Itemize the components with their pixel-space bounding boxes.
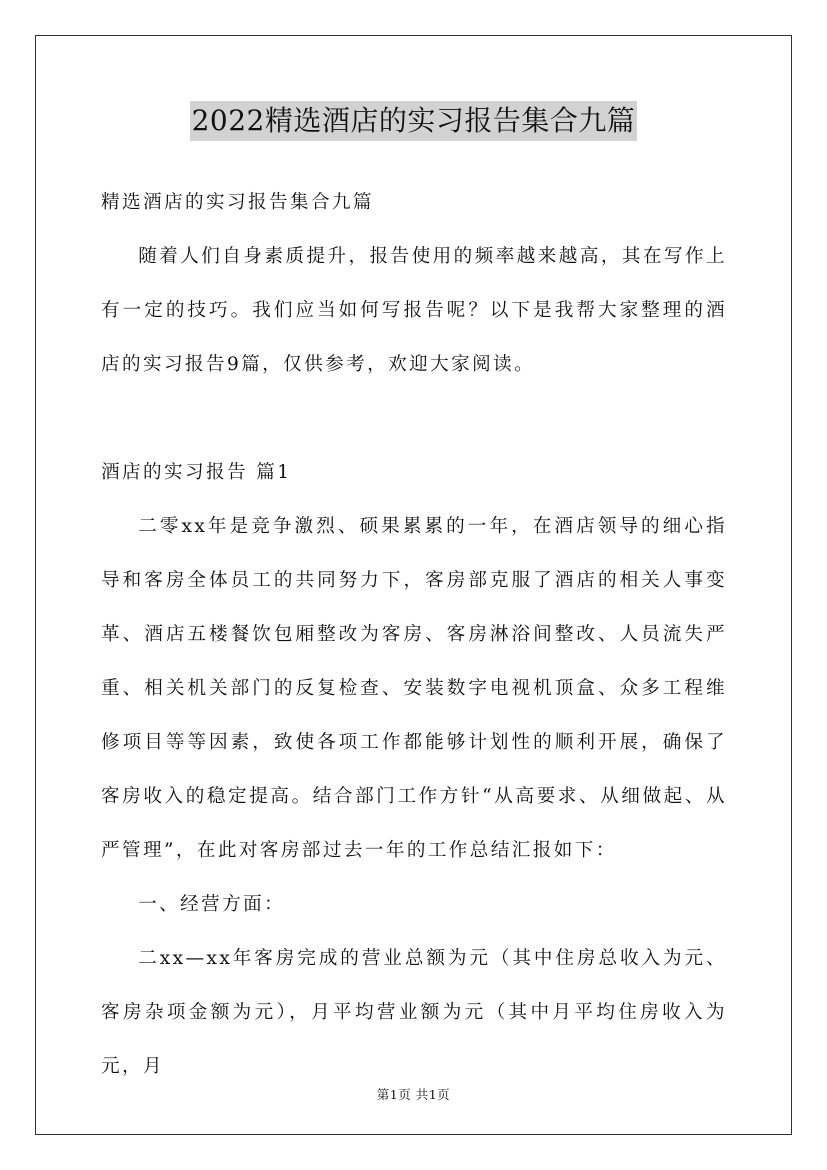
document-title: 2022精选酒店的实习报告集合九篇 [190, 101, 638, 141]
body-paragraph: 二xx—xx年客房完成的营业总额为元（其中住房总收入为元、客房杂项金额为元），月平均营业额为元（其中月平均住房收入为元，月 [101, 948, 727, 1077]
intro-paragraph: 随着人们自身素质提升，报告使用的频率越来越高，其在写作上有一定的技巧。我们应当如何写报告呢？以下是我帮大家整理的酒店的实习报告9篇，仅供参考，欢迎大家阅读。 [101, 246, 727, 375]
document-subtitle: 精选酒店的实习报告集合九篇 [101, 192, 374, 213]
page-footer: 第1页 共1页 [376, 1087, 451, 1102]
document-body [101, 176, 727, 1094]
body-paragraph: 二零xx年是竞争激烈、硕果累累的一年，在酒店领导的细心指导和客房全体员工的共同努力下，客房部克服了酒店的相关人事变革、酒店五楼餐饮包厢整改为客房、客房淋浴间整改、人员流失严重、相关机关部门的反复检查、安装数字电视机顶盒、众多工程维修项目等等因素，致使各项工作都能够计划性的顺利开展，确保了客房收入的稳定提高。结合部门工作方针“从高要求、从细做起、从严管理”，在此对客房部过去一年的工作总结汇报如下： [101, 516, 727, 861]
title-container [0, 101, 827, 141]
subheading: 一、经营方面： [138, 894, 286, 915]
section-spacer [101, 392, 727, 446]
section-heading: 酒店的实习报告 篇1 [101, 462, 292, 483]
